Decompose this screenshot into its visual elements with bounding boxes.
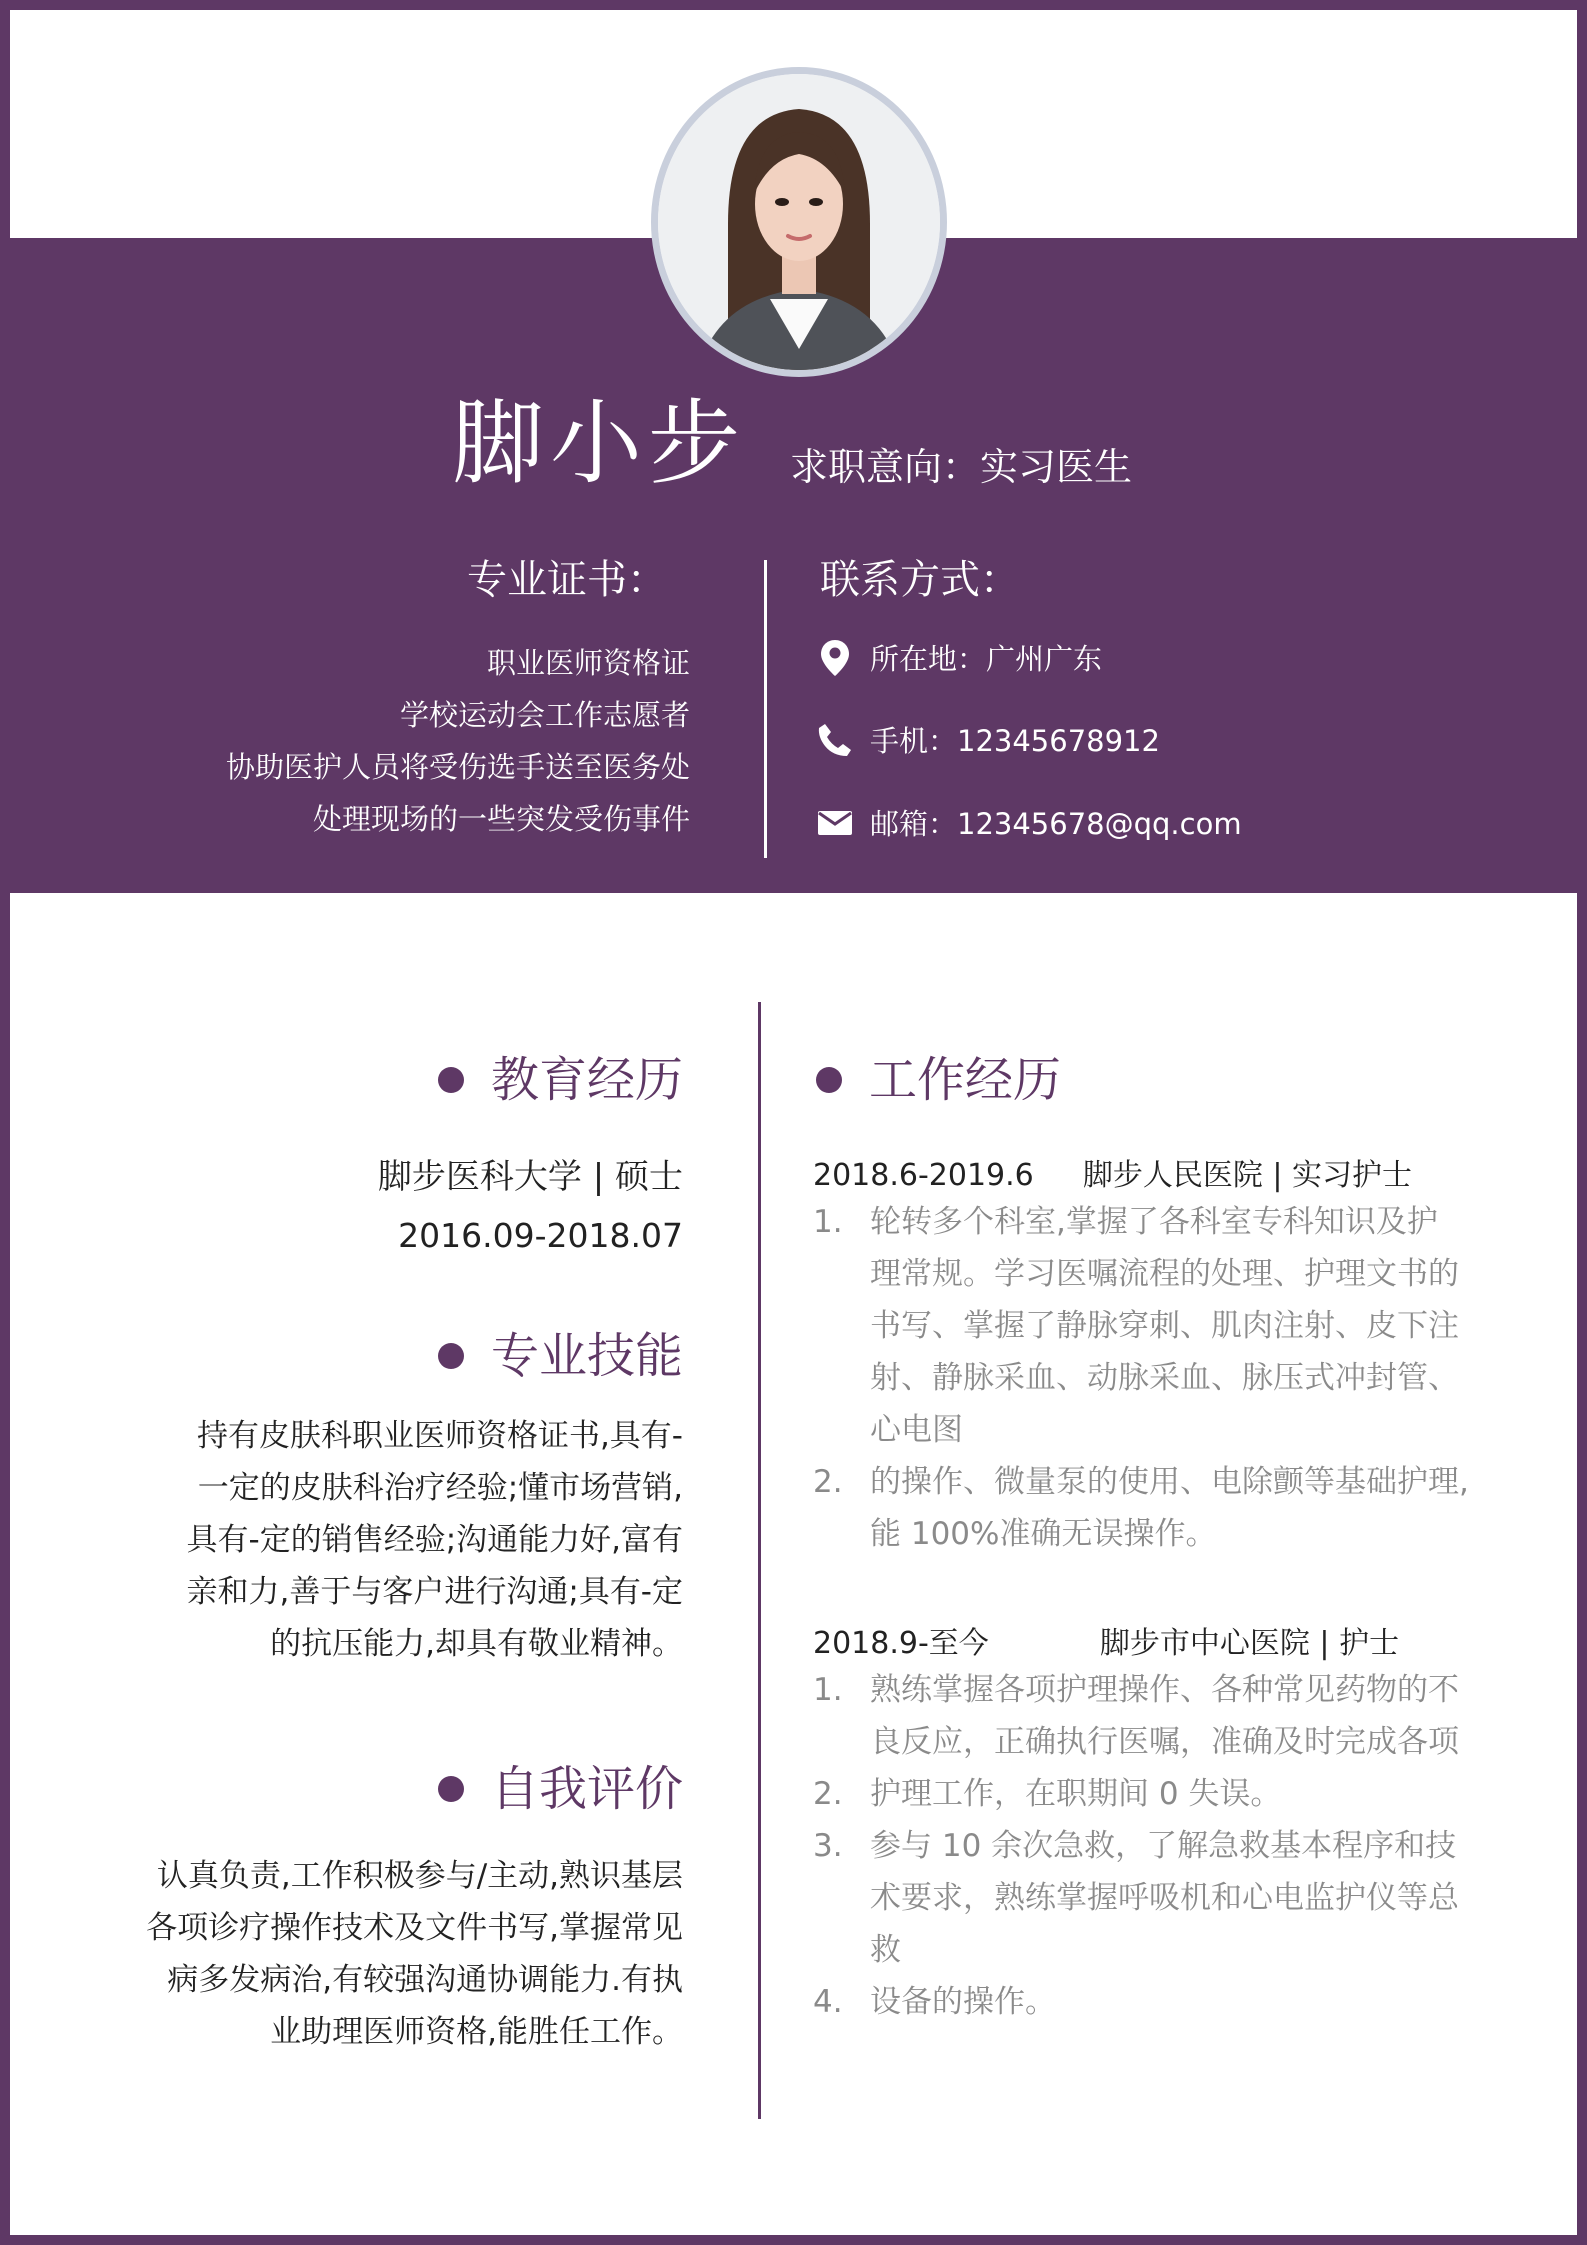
duty-line — [813, 1820, 1459, 1872]
duty-line — [813, 1508, 1469, 1560]
duty-text: 的操作、微量泵的使用、电除颤等基础护理, — [870, 1464, 1469, 1500]
header-divider — [764, 560, 767, 858]
skills-line: 具有-定的销售经验;沟通能力好,富有 — [186, 1522, 683, 1558]
contact-email — [815, 802, 1242, 843]
duty-text: 射、静脉采血、动脉采血、脉压式冲封管、 — [870, 1360, 1459, 1396]
duty-number: 2. — [813, 1776, 843, 1812]
work-title: 工作经历 — [869, 1052, 1062, 1108]
self-eval-line: 各项诊疗操作技术及文件书写,掌握常见 — [146, 1910, 683, 1946]
education-heading — [438, 1052, 683, 1108]
avatar — [651, 67, 947, 377]
bullet-dot-icon — [438, 1343, 464, 1369]
self-eval-title: 自我评价 — [490, 1761, 683, 1817]
duty-line — [813, 1404, 1469, 1456]
skills-text — [187, 1410, 683, 1670]
work-heading — [816, 1052, 1062, 1108]
duty-line — [813, 1768, 1459, 1820]
job-duties — [813, 1196, 1469, 1560]
duty-line — [813, 1300, 1469, 1352]
duty-text: 参与 10 余次急救，了解急救基本程序和技 — [870, 1828, 1457, 1864]
contact-title: 联系方式： — [820, 557, 1020, 603]
job-org: 脚步人民医院 | 实习护士 — [1082, 1158, 1413, 1193]
bullet-dot-icon — [438, 1776, 464, 1802]
job-period: 2018.6-2019.6 — [813, 1158, 1034, 1193]
self-eval-line: 认真负责,工作积极参与/主动,熟识基层 — [156, 1858, 683, 1894]
certificates-title: 专业证书： — [467, 557, 667, 603]
duty-text: 术要求，熟练掌握呼吸机和心电监护仪等总 — [870, 1880, 1459, 1916]
duty-number: 3. — [813, 1828, 843, 1864]
skills-line: 亲和力,善于与客户进行沟通;具有-定 — [186, 1574, 683, 1610]
skills-line: 的抗压能力,却具有敬业精神。 — [270, 1626, 683, 1662]
duty-number: 4. — [813, 1984, 843, 2020]
body-divider — [758, 1002, 761, 2119]
mail-icon — [815, 803, 855, 843]
self-eval-heading — [438, 1761, 683, 1817]
duty-line — [813, 1664, 1459, 1716]
job-header — [813, 1150, 1412, 1194]
duty-text: 心电图 — [870, 1412, 963, 1448]
job-duties — [813, 1664, 1459, 2028]
skills-heading — [438, 1328, 683, 1384]
education-title: 教育经历 — [490, 1052, 683, 1108]
duty-text: 良反应，正确执行医嘱，准确及时完成各项 — [870, 1724, 1459, 1760]
duty-text: 能 100%准确无误操作。 — [870, 1516, 1217, 1552]
certificate-item: 职业医师资格证 — [486, 646, 690, 680]
skills-line: 一定的皮肤科治疗经验;懂市场营销, — [197, 1470, 683, 1506]
certificate-item: 处理现场的一些突发受伤事件 — [312, 802, 690, 836]
duty-number: 1. — [813, 1672, 843, 1708]
bullet-dot-icon — [816, 1067, 842, 1093]
avatar-portrait — [658, 74, 940, 370]
duty-line — [813, 1352, 1469, 1404]
duty-text: 设备的操作。 — [870, 1984, 1056, 2020]
self-eval-line: 病多发病治,有较强沟通协调能力.有执 — [167, 1962, 683, 1998]
duty-text: 理常规。学习医嘱流程的处理、护理文书的 — [870, 1256, 1459, 1292]
self-eval-text — [146, 1850, 683, 2058]
phone-text: 手机：12345678912 — [870, 724, 1160, 758]
contact-phone — [815, 719, 1160, 760]
certificate-item: 协助医护人员将受伤选手送至医务处 — [225, 750, 690, 784]
duty-line — [813, 1248, 1469, 1300]
duty-line — [813, 1716, 1459, 1768]
contact-location — [815, 637, 1102, 678]
education-period: 2016.09-2018.07 — [398, 1216, 683, 1255]
duty-text: 书写、掌握了静脉穿刺、肌肉注射、皮下注 — [870, 1308, 1459, 1344]
duty-line — [813, 1976, 1459, 2028]
job-intent: 求职意向：实习医生 — [790, 445, 1133, 489]
duty-line — [813, 1196, 1469, 1248]
bullet-dot-icon — [438, 1067, 464, 1093]
phone-icon — [815, 720, 855, 760]
duty-line — [813, 1456, 1469, 1508]
skills-title: 专业技能 — [490, 1328, 683, 1384]
self-eval-line: 业助理医师资格,能胜任工作。 — [270, 2014, 683, 2050]
location-pin-icon — [815, 638, 855, 678]
location-text: 所在地：广州广东 — [870, 642, 1103, 676]
duty-number: 2. — [813, 1464, 843, 1500]
duty-number: 1. — [813, 1204, 843, 1240]
certificate-item: 学校运动会工作志愿者 — [399, 698, 690, 732]
job-org: 脚步市中心医院 | 护士 — [1099, 1626, 1400, 1661]
job-header — [813, 1618, 1399, 1662]
duty-text: 轮转多个科室,掌握了各科室专科知识及护 — [870, 1204, 1438, 1240]
job-period: 2018.9-至今 — [813, 1626, 989, 1661]
duty-line — [813, 1924, 1459, 1976]
certificates-list — [226, 643, 690, 851]
email-text: 邮箱：12345678@qq.com — [870, 807, 1242, 841]
duty-text: 熟练掌握各项护理操作、各种常见药物的不 — [870, 1672, 1459, 1708]
skills-line: 持有皮肤科职业医师资格证书,具有- — [196, 1418, 683, 1454]
candidate-name: 脚小步 — [452, 390, 747, 497]
education-school: 脚步医科大学 | 硕士 — [377, 1157, 683, 1197]
duty-text: 护理工作，在职期间 0 失误。 — [870, 1776, 1282, 1812]
duty-text: 救 — [870, 1932, 901, 1968]
duty-line — [813, 1872, 1459, 1924]
